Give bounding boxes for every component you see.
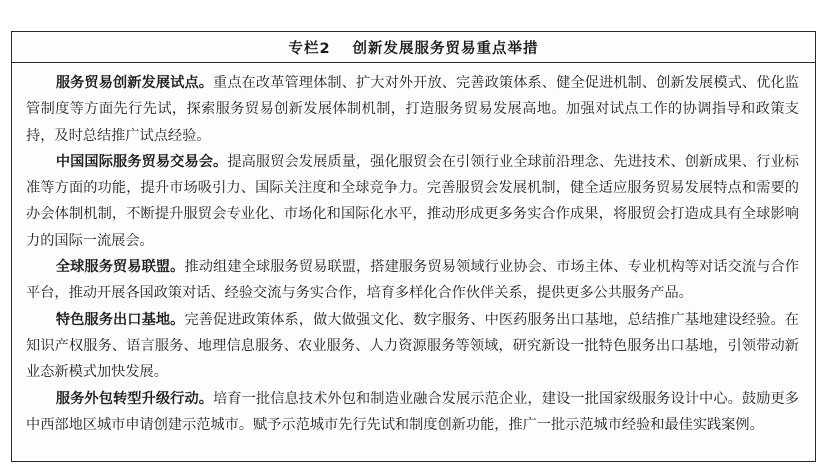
section-pilot: [26, 70, 799, 149]
section-outsourcing: [26, 386, 799, 439]
section-heading: 中国国际服务贸易交易会。: [55, 153, 228, 170]
section-body: 重点在改革管理体制、扩大对外开放、完善政策体系、健全促进机制、创新发展模式、优化监管制度等方面先行先试，探索服务贸易创新发展体制机制，打造服务贸易发展高地。加强对试点工作的协调指导和政策支持，及时总结推广试点经验。: [26, 75, 799, 144]
box-title-bar: [12, 32, 815, 63]
section-body: 培育一批信息技术外包和制造业融合发展示范企业，建设一批国家级服务设计中心。鼓励更多中西部地区城市申请创建示范城市。赋予示范城市先行先试和制度创新功能，推广一批示范城市经验和最佳实践案例。: [26, 390, 799, 433]
section-body: 完善促进政策体系，做大做强文化、数字服务、中医药服务出口基地，总结推广基地建设经验。在知识产权服务、语言服务、地理信息服务、农业服务、人力资源服务等领域，研究新设一批特色服务出口基地，引领带动新业态新模式加快发展。: [26, 311, 799, 381]
section-heading: 服务贸易创新发展试点。: [55, 75, 214, 91]
box-label: 专栏2: [288, 40, 331, 57]
section-heading: 全球服务贸易联盟。: [55, 259, 185, 276]
section-alliance: [26, 254, 799, 307]
section-heading: 特色服务出口基地。: [55, 311, 185, 328]
section-fair: [26, 149, 799, 254]
section-export-base: [26, 307, 799, 386]
section-heading: 服务外包转型升级行动。: [55, 390, 214, 407]
section-body: 推动组建全球服务贸易联盟，搭建服务贸易领域行业协会、市场主体、专业机构等对话交流与合作平台，推动开展各国政策对话、经验交流与务实合作，培育多样化合作伙伴关系，提供更多公共服务产品。: [26, 259, 799, 302]
box-title: 创新发展服务贸易重点举措: [352, 40, 539, 57]
box-content: [12, 63, 815, 438]
section-body: 提高服贸会发展质量，强化服贸会在引领行业全球前沿理念、先进技术、创新成果、行业标准等方面的功能，提升市场吸引力、国际关注度和全球竞争力。完善服贸会发展机制，健全适应服务贸易发展特点和需要的办会体制机制，不断提升服贸会专业化、市场化和国际化水平，推动形成更多务实合作成果，将服贸会打造成具有全球影响力的国际一流展会。: [26, 153, 799, 249]
feature-box: [11, 31, 816, 462]
